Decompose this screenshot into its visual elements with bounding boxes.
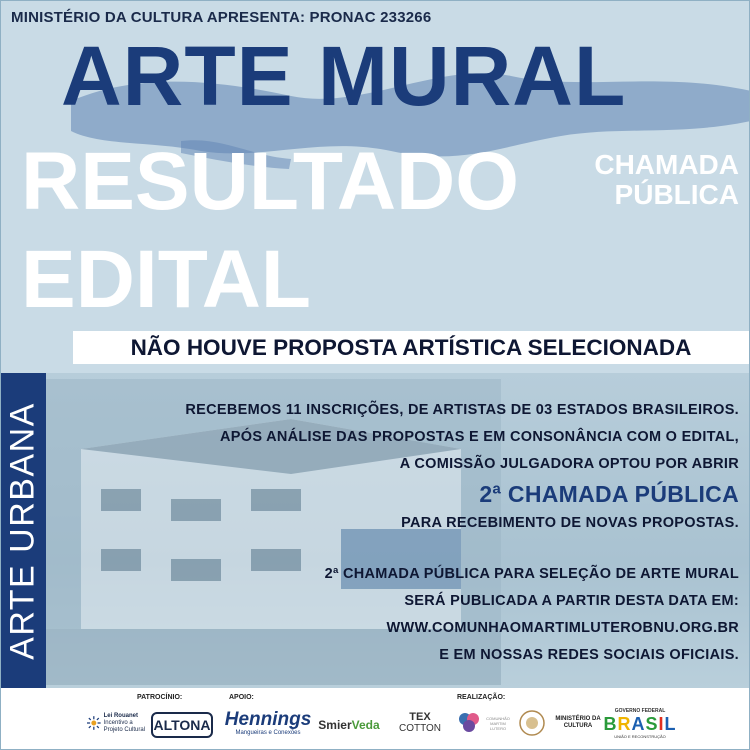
banner-text: NÃO HOUVE PROPOSTA ARTÍSTICA SELECIONADA: [130, 334, 692, 360]
comunhao-text: COMUNHÃO: [486, 715, 510, 721]
body-line: PARA RECEBIMENTO DE NOVAS PROPOSTAS.: [401, 515, 739, 531]
publication-text: [325, 561, 739, 669]
gov-top-text: GOVERNO FEDERAL: [614, 707, 666, 714]
body-line: A COMISSÃO JULGADORA OPTOU POR ABRIR: [399, 456, 739, 472]
comunhao-text: MARTIM: [490, 720, 506, 726]
lei-text: Projeto Cultural: [103, 726, 145, 733]
gov-bottom-text: UNIÃO E RECONSTRUÇÃO: [614, 733, 666, 739]
minc-text: MINISTÉRIO DA: [555, 716, 601, 722]
puzzle-icon: [457, 710, 481, 734]
chamada-label: CHAMADA: [594, 149, 739, 180]
website-url: WWW.COMUNHAOMARTIMLUTEROBNU.ORG.BR: [386, 620, 739, 636]
comunhao-logo: [483, 708, 513, 738]
governo-federal-logo: [605, 706, 675, 740]
texcotton-logo: [391, 708, 449, 738]
patrocinio-label: PATROCÍNIO:: [137, 694, 183, 701]
altona-logo: ALTONA: [151, 712, 213, 738]
smierveda-logo: [317, 712, 381, 738]
realizacao-label: REALIZAÇÃO:: [457, 694, 506, 701]
minc-text: CULTURA: [563, 723, 593, 729]
comunhao-text: LUTERO: [489, 725, 507, 731]
tex-text: TEX: [409, 711, 431, 723]
hennings-text: Hennings: [224, 709, 312, 730]
apoio-label: APOIO:: [229, 694, 254, 701]
sponsor-bar: [1, 688, 750, 750]
publica-label: PÚBLICA: [614, 179, 739, 210]
smier-text: Smier: [318, 718, 352, 732]
announcement-text: [185, 397, 739, 537]
no-selection-banner: [73, 331, 749, 364]
edital-heading: EDITAL: [21, 234, 312, 325]
sun-icon: [87, 712, 101, 734]
body-line: APÓS ANÁLISE DAS PROPOSTAS E EM CONSONÂNCIA COM O EDITAL,: [220, 429, 739, 445]
lei-text: Lei Rouanet: [103, 712, 138, 719]
main-title: ARTE MURAL: [61, 29, 627, 123]
side-label: ARTE URBANA: [3, 402, 42, 660]
seal-icon: [519, 710, 545, 736]
hennings-logo: [224, 706, 312, 740]
highlight-line: 2ª CHAMADA PÚBLICA: [479, 481, 739, 507]
cotton-text: COTTON: [398, 723, 442, 734]
brasil-text: BRASIL: [603, 713, 677, 734]
body-line: 2ª CHAMADA PÚBLICA PARA SELEÇÃO DE ARTE MURAL: [324, 566, 739, 582]
minc-logo: [553, 708, 603, 738]
presenter-line: MINISTÉRIO DA CULTURA APRESENTA: PRONAC 233266: [11, 9, 432, 26]
result-heading: RESULTADO: [21, 136, 520, 227]
body-line: RECEBEMOS 11 INSCRIÇÕES, DE ARTISTAS DE 03 ESTADOS BRASILEIROS.: [185, 402, 739, 418]
body-line: SERÁ PUBLICADA A PARTIR DESTA DATA EM:: [404, 593, 739, 609]
hennings-sub: Mangueiras e Conexões: [235, 730, 301, 736]
lei-text: Incentivo a: [103, 719, 133, 726]
veda-text: Veda: [351, 718, 380, 732]
body-line: E EM NOSSAS REDES SOCIAIS OFICIAIS.: [439, 647, 739, 663]
lei-rouanet-logo: [87, 708, 145, 738]
